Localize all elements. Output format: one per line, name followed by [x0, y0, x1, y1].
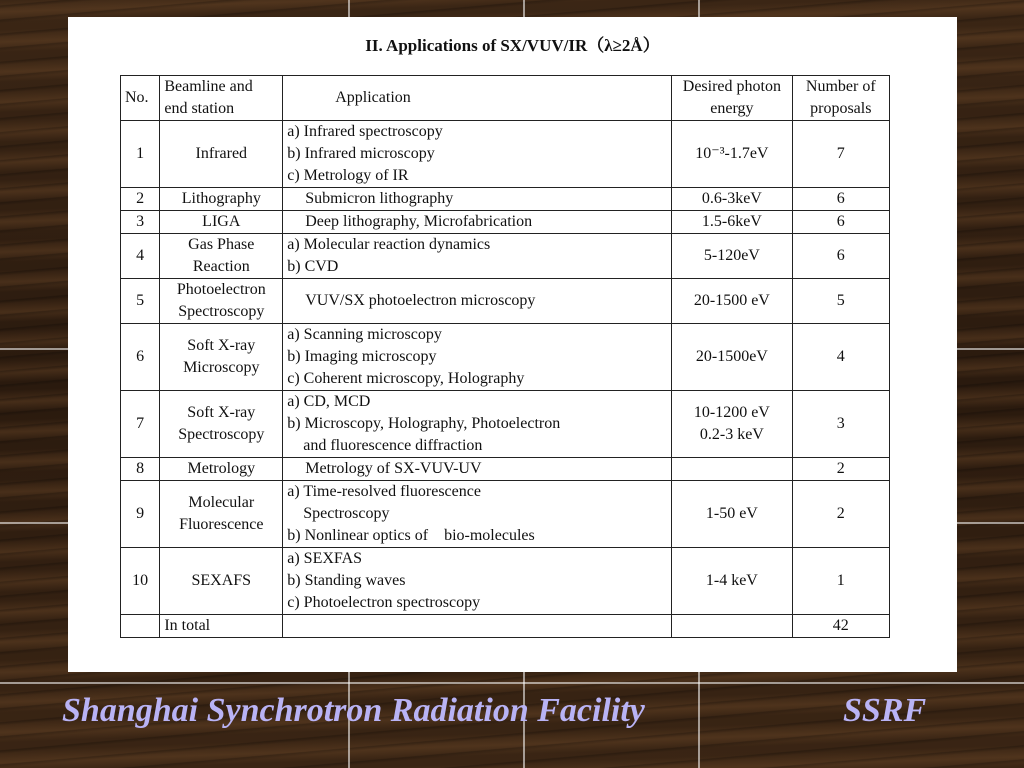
row-number: 6: [121, 324, 160, 391]
total-row: [121, 615, 890, 638]
header-application: Application: [283, 76, 672, 121]
energy-line: 1-4 keV: [705, 572, 758, 589]
table-row: [121, 481, 890, 548]
row-energy: [672, 234, 792, 279]
row-proposals: 2: [792, 481, 889, 548]
row-beamline: [160, 121, 283, 188]
header-proposals-line: proposals: [810, 100, 872, 117]
row-application: [283, 458, 672, 481]
beamline-line: Infrared: [195, 145, 248, 162]
row-application: [283, 279, 672, 324]
header-energy: [672, 76, 792, 121]
header-energy-line: energy: [710, 100, 754, 117]
energy-line: 5-120eV: [703, 247, 760, 264]
row-number: 9: [121, 481, 160, 548]
application-line: b) Standing waves: [287, 572, 406, 589]
table-row: [121, 234, 890, 279]
energy-line: 20-1500 eV: [693, 292, 770, 309]
row-number: 4: [121, 234, 160, 279]
scanned-document: [68, 17, 957, 672]
beamline-line: LIGA: [202, 213, 241, 230]
energy-line: 0.2-3 keV: [699, 426, 764, 443]
beamline-line: Metrology: [187, 460, 256, 477]
row-proposals: 6: [792, 188, 889, 211]
row-energy: [672, 121, 792, 188]
table-row: [121, 324, 890, 391]
row-proposals: 3: [792, 391, 889, 458]
row-number: 8: [121, 458, 160, 481]
row-application: [283, 481, 672, 548]
table-row: [121, 391, 890, 458]
row-energy: [672, 188, 792, 211]
row-energy: [672, 548, 792, 615]
table-row: [121, 458, 890, 481]
row-beamline: [160, 279, 283, 324]
header-beamline-line: end station: [164, 100, 235, 117]
row-number: 10: [121, 548, 160, 615]
row-energy: [672, 279, 792, 324]
background-seam: [0, 682, 1024, 684]
energy-line: 1-50 eV: [705, 505, 758, 522]
beamline-line: Microscopy: [183, 359, 260, 376]
row-beamline: [160, 481, 283, 548]
footer-title: Shanghai Synchrotron Radiation Facility: [62, 692, 645, 729]
beamline-line: Lithography: [181, 190, 261, 207]
header-beamline: [160, 76, 283, 121]
row-beamline: [160, 188, 283, 211]
row-application: [283, 548, 672, 615]
table-header-row: [121, 76, 890, 121]
row-application: [283, 391, 672, 458]
energy-line: 10-1200 eV: [693, 404, 770, 421]
table-body: [121, 121, 890, 615]
beamline-line: Molecular: [188, 494, 255, 511]
row-proposals: 7: [792, 121, 889, 188]
energy-line: 10⁻³-1.7eV: [695, 145, 769, 162]
beamline-line: Spectroscopy: [178, 426, 265, 443]
row-energy: [672, 211, 792, 234]
energy-line: 0.6-3keV: [701, 190, 762, 207]
row-application: [283, 324, 672, 391]
application-line: VUV/SX photoelectron microscopy: [305, 292, 536, 309]
row-proposals: 2: [792, 458, 889, 481]
row-number: 5: [121, 279, 160, 324]
application-line: a) Scanning microscopy: [287, 326, 442, 343]
application-line: b) CVD: [287, 258, 339, 275]
row-beamline: [160, 548, 283, 615]
application-line: c) Photoelectron spectroscopy: [287, 594, 481, 611]
row-number: 2: [121, 188, 160, 211]
row-application: [283, 234, 672, 279]
row-energy: [672, 324, 792, 391]
application-line: Deep lithography, Microfabrication: [305, 213, 533, 230]
header-beamline-line: Beamline and: [164, 78, 253, 95]
row-application: [283, 211, 672, 234]
table-row: [121, 211, 890, 234]
table-row: [121, 279, 890, 324]
beamline-line: SEXAFS: [191, 572, 252, 589]
beamline-line: Spectroscopy: [178, 303, 265, 320]
application-line: a) Molecular reaction dynamics: [287, 236, 491, 253]
table-row: [121, 548, 890, 615]
beamline-line: Fluorescence: [179, 516, 264, 533]
total-value: 42: [792, 615, 889, 638]
total-label: In total: [160, 615, 283, 638]
application-line: Metrology of SX-VUV-UV: [305, 460, 482, 477]
row-proposals: 1: [792, 548, 889, 615]
applications-table: [120, 75, 890, 638]
application-line: b) Imaging microscopy: [287, 348, 437, 365]
beamline-line: Reaction: [192, 258, 250, 275]
application-line: c) Metrology of IR: [287, 167, 409, 184]
application-line: a) SEXFAS: [287, 550, 363, 567]
application-line: Submicron lithography: [305, 190, 454, 207]
row-energy: [672, 391, 792, 458]
application-line: b) Nonlinear optics of bio-molecules: [287, 527, 535, 544]
total-empty-cell: [672, 615, 792, 638]
beamline-line: Photoelectron: [176, 281, 266, 298]
application-line: and fluorescence diffraction: [287, 437, 483, 454]
row-number: 7: [121, 391, 160, 458]
total-empty-cell: [283, 615, 672, 638]
footer-abbr: SSRF: [843, 692, 927, 729]
beamline-line: Soft X-ray: [187, 337, 256, 354]
table-row: [121, 188, 890, 211]
row-beamline: [160, 458, 283, 481]
total-empty-cell: [121, 615, 160, 638]
row-beamline: [160, 391, 283, 458]
row-application: [283, 188, 672, 211]
table-row: [121, 121, 890, 188]
application-line: a) Time-resolved fluorescence: [287, 483, 481, 500]
beamline-line: Gas Phase: [188, 236, 255, 253]
row-beamline: [160, 234, 283, 279]
row-beamline: [160, 211, 283, 234]
header-energy-line: Desired photon: [682, 78, 781, 95]
energy-line: 1.5-6keV: [701, 213, 762, 230]
row-number: 1: [121, 121, 160, 188]
row-energy: [672, 458, 792, 481]
header-proposals-line: Number of: [805, 78, 876, 95]
energy-line: 20-1500eV: [695, 348, 768, 365]
application-line: a) Infrared spectroscopy: [287, 123, 443, 140]
application-line: c) Coherent microscopy, Holography: [287, 370, 525, 387]
row-number: 3: [121, 211, 160, 234]
header-proposals: [792, 76, 889, 121]
row-beamline: [160, 324, 283, 391]
application-line: a) CD, MCD: [287, 393, 371, 410]
application-line: b) Microscopy, Holography, Photoelectron: [287, 415, 561, 432]
row-application: [283, 121, 672, 188]
row-proposals: 6: [792, 234, 889, 279]
application-line: Spectroscopy: [287, 505, 390, 522]
row-energy: [672, 481, 792, 548]
row-proposals: 4: [792, 324, 889, 391]
header-no: No.: [121, 76, 160, 121]
row-proposals: 5: [792, 279, 889, 324]
application-line: b) Infrared microscopy: [287, 145, 435, 162]
beamline-line: Soft X-ray: [187, 404, 256, 421]
document-title: II. Applications of SX/VUV/IR（λ≥2Å）: [365, 36, 660, 55]
row-proposals: 6: [792, 211, 889, 234]
